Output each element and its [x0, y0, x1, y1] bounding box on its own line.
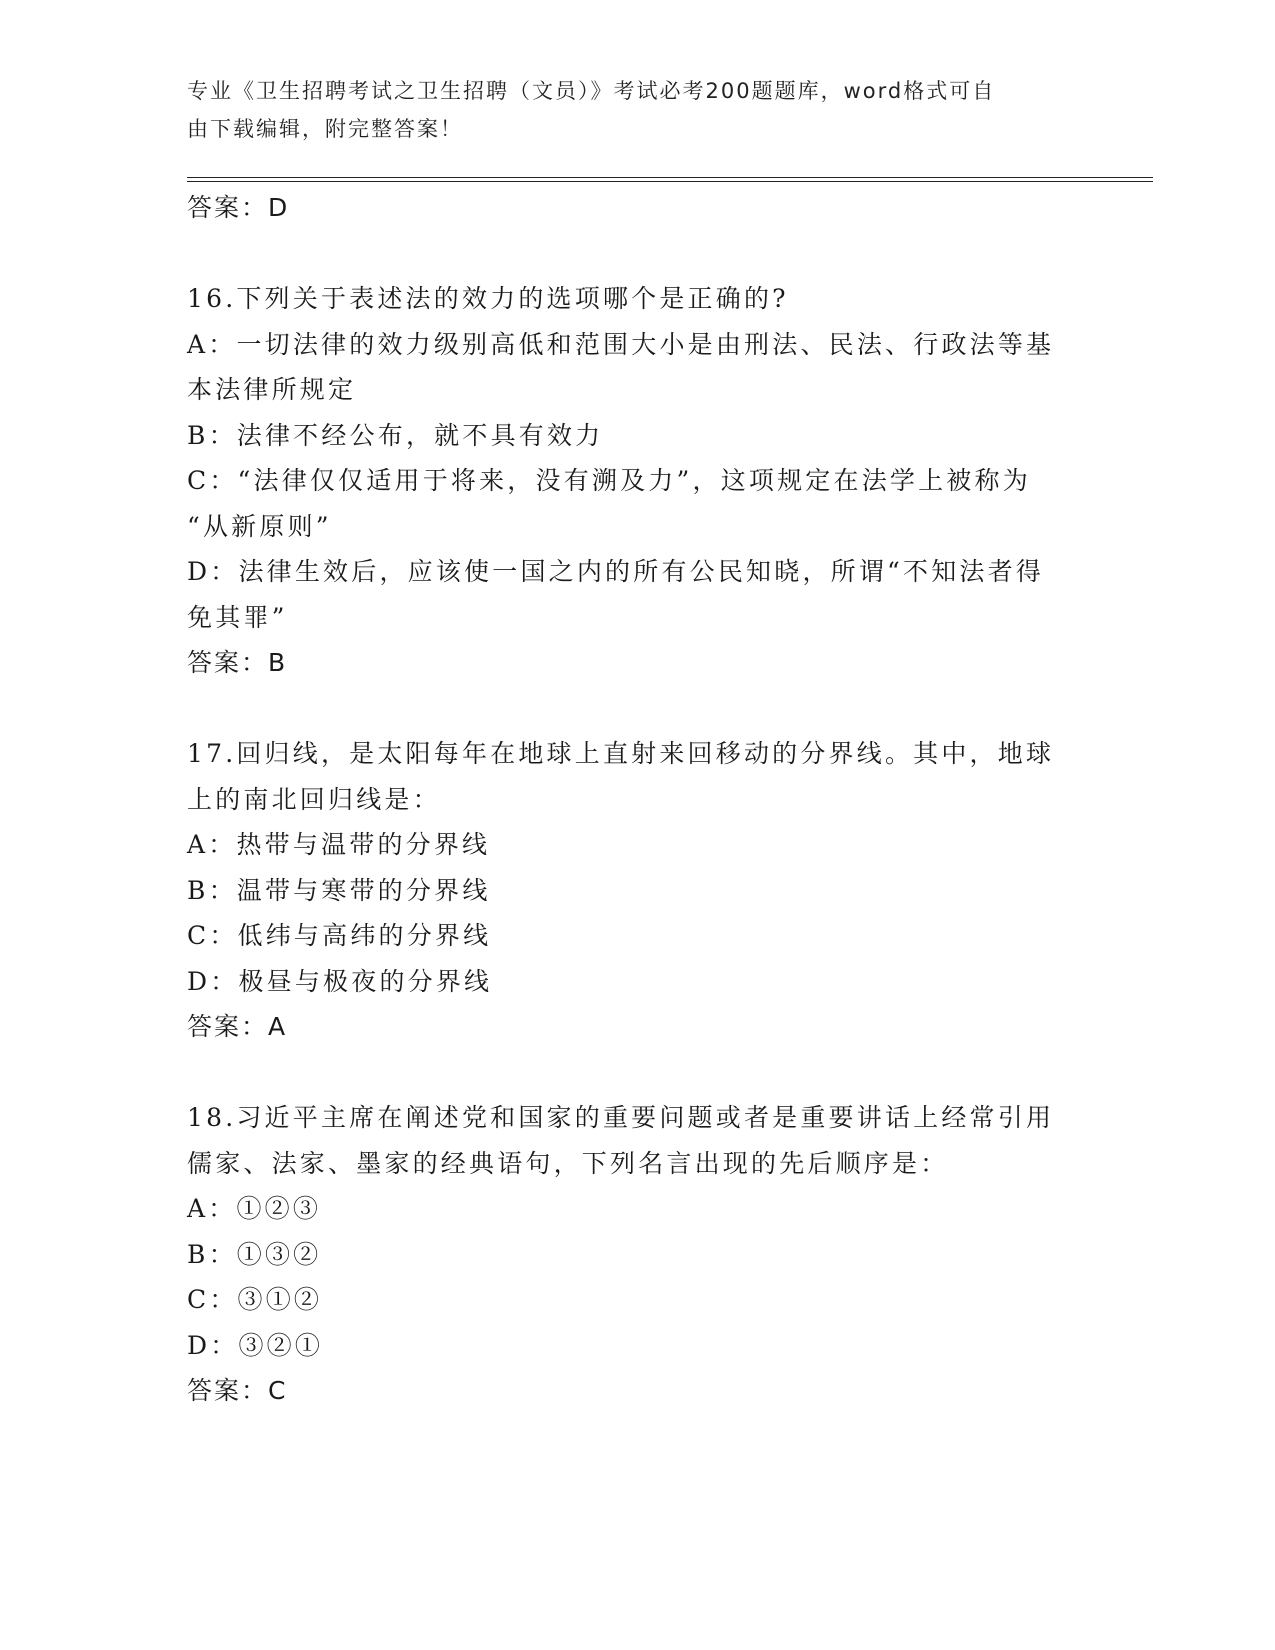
question-17-option-b: B：温带与寒带的分界线 [187, 875, 491, 905]
header-line-2: 由下载编辑，附完整答案！ [187, 117, 463, 141]
question-18-option-d: D：③②① [187, 1330, 324, 1360]
question-18-stem-line-1: 18.习近平主席在阐述党和国家的重要问题或者是重要讲话上经常引用 [187, 1103, 1055, 1132]
question-18-answer: 答案：C [187, 1376, 288, 1405]
question-17-stem-line-1: 17.回归线，是太阳每年在地球上直射来回移动的分界线。其中，地球 [187, 739, 1055, 768]
question-17-option-c: C：低纬与高纬的分界线 [187, 921, 492, 950]
question-18-option-b: B：①③② [187, 1239, 322, 1269]
question-18-option-a: A：①②③ [187, 1194, 322, 1223]
question-18 [187, 1095, 1067, 1414]
header-line-1: 专业《卫生招聘考试之卫生招聘（文员）》考试必考200题题库，word格式可自 [187, 79, 996, 103]
question-17-option-a: A：热带与温带的分界线 [187, 830, 491, 859]
header-rule-top [187, 177, 1153, 178]
question-18-stem-line-2: 儒家、法家、墨家的经典语句，下列名言出现的先后顺序是： [187, 1148, 949, 1178]
answer-prev: 答案：D [187, 193, 290, 222]
question-16-option-d-line-1: D：法律生效后，应该使一国之内的所有公民知晓，所谓“不知法者得 [187, 557, 1045, 586]
question-16-option-b: B：法律不经公布，就不具有效力 [187, 420, 604, 450]
question-16-option-a-line-2: 本法律所规定 [187, 375, 357, 404]
header-rule-bottom [187, 181, 1153, 182]
question-17 [187, 731, 1067, 1050]
question-16 [187, 276, 1067, 686]
question-17-stem-line-2: 上的南北回归线是： [187, 784, 441, 814]
question-16-option-d-line-2: 免其罪” [187, 602, 288, 632]
document-header [187, 72, 1067, 148]
question-18-option-c: C：③①② [187, 1285, 323, 1314]
question-16-answer: 答案：B [187, 648, 288, 677]
question-16-stem-line-1: 16.下列关于表述法的效力的选项哪个是正确的? [187, 284, 789, 313]
question-list [187, 185, 1067, 1414]
question-16-option-a-line-1: A：一切法律的效力级别高低和范围大小是由刑法、民法、行政法等基 [187, 329, 1055, 359]
question-17-option-d: D：极昼与极夜的分界线 [187, 966, 493, 996]
question-16-option-c-line-2: “从新原则” [187, 511, 332, 541]
question-16-option-c-line-1: C：“法律仅仅适用于将来，没有溯及力”，这项规定在法学上被称为 [187, 466, 1031, 495]
question-17-answer: 答案：A [187, 1012, 288, 1041]
